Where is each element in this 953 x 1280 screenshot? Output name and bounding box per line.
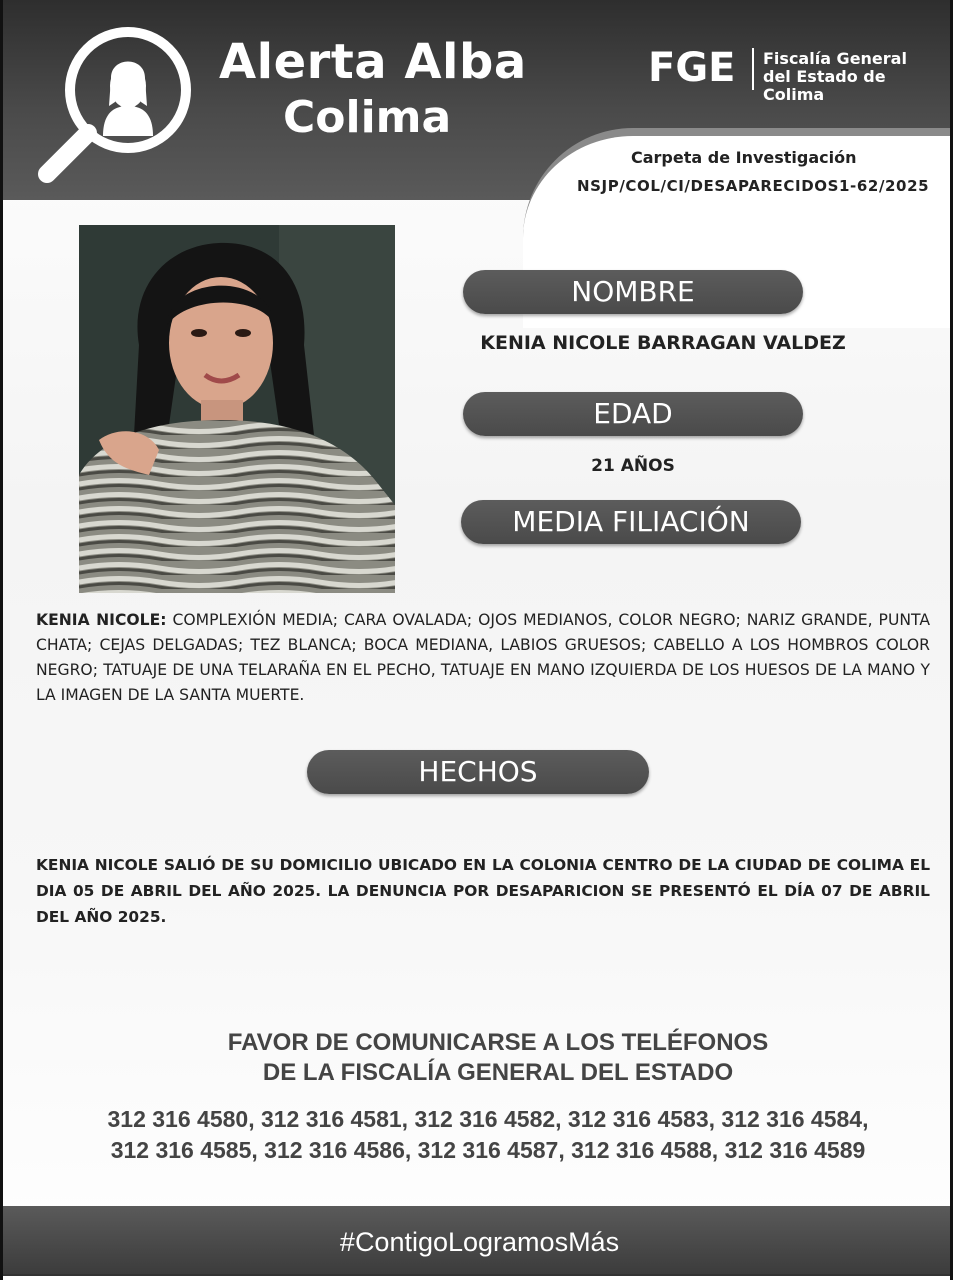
agency-name-line1: Fiscalía General <box>763 49 907 68</box>
case-number: NSJP/COL/CI/DESAPARECIDOS1-62/2025 <box>577 177 930 195</box>
physical-description <box>36 608 930 708</box>
footer-hashtag: #ContigoLogramosMás <box>339 1227 620 1257</box>
description-text: COMPLEXIÓN MEDIA; CARA OVALADA; OJOS MEDIANOS, COLOR NEGRO; NARIZ GRANDE, PUNTA CHATA; CEJAS DELGADAS; TEZ BLANCA; BOCA MEDIANA, LABIOS GRUESOS; CABELLO A LOS HOMBROS COLOR NEGRO; TATUAJE DE UNA TELARAÑA EN EL PECHO, TATUAJE EN MANO IZQUIERDA DE LOS HUESOS DE LA MANO Y LA IMAGEN DE LA SANTA MUERTE. <box>36 611 931 704</box>
age-section-header: EDAD <box>463 392 803 436</box>
contact-instructions <box>163 1028 833 1088</box>
facts-text: KENIA NICOLE SALIÓ DE SU DOMICILIO UBICADO EN LA COLONIA CENTRO DE LA CIUDAD DE COLIMA EL DIA 05 DE ABRIL DEL AÑO 2025. LA DENUNCIA POR DESAPARICION SE PRESENTÓ EL DÍA 07 DE ABRIL DEL AÑO 2025. <box>36 856 930 926</box>
description-lead: KENIA NICOLE: <box>36 611 167 629</box>
facts-section-header: HECHOS <box>307 750 649 794</box>
footer-bottom-line <box>3 1274 953 1280</box>
name-section-header: NOMBRE <box>463 270 803 314</box>
contact-phone-list: 312 316 4580, 312 316 4581, 312 316 4582, 312 316 4583, 312 316 4584, 312 316 4585, 312 316 4586, 312 316 4587, 312 316 4588, 312 316 4589 <box>107 1106 869 1163</box>
portrait-illustration <box>79 225 395 593</box>
contact-line1: FAVOR DE COMUNICARSE A LOS TELÉFONOS <box>227 1029 769 1056</box>
brand-subtitle: Colima <box>283 92 452 143</box>
description-section-header: MEDIA FILIACIÓN <box>461 500 801 544</box>
agency-divider <box>752 48 754 90</box>
agency-name <box>763 50 950 104</box>
missing-person-photo <box>79 225 395 593</box>
contact-line2: DE LA FISCALÍA GENERAL DEL ESTADO <box>262 1059 734 1086</box>
case-label: Carpeta de Investigación <box>631 148 857 167</box>
person-name: KENIA NICOLE BARRAGAN VALDEZ <box>480 332 846 354</box>
agency-name-line2: del Estado de Colima <box>763 67 886 104</box>
magnifier-person-icon <box>33 18 203 188</box>
person-age: 21 AÑOS <box>591 456 675 476</box>
brand-title: Alerta Alba <box>219 34 527 90</box>
agency-abbreviation: FGE <box>648 45 736 91</box>
